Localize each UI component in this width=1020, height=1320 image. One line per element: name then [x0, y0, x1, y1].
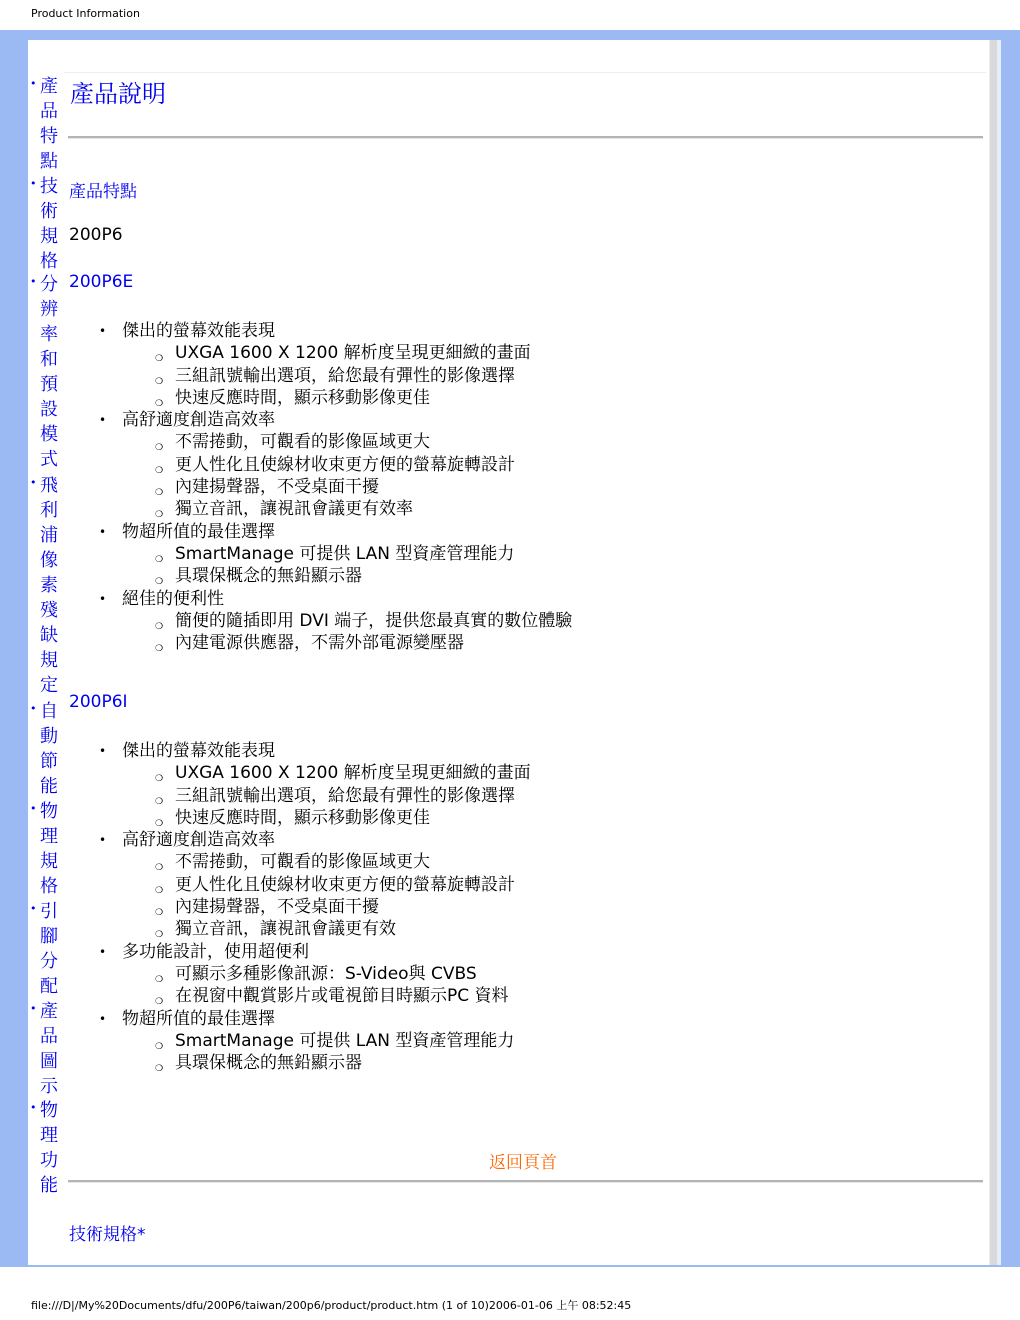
feature-group-label: 傑出的螢幕效能表現	[122, 741, 275, 761]
nav-label[interactable]: 產品特點	[40, 76, 58, 172]
feature-item: ❍ 簡便的隨插即用 DVI 端子，提供您最真實的數位體驗	[122, 610, 572, 632]
feature-group-label: 高舒適度創造高效率	[122, 410, 275, 431]
feature-group	[68, 588, 572, 655]
feature-item: ❍ 可顯示多種影像訊源：S-Video與 CVBS	[122, 963, 531, 985]
print-header: Product Information	[31, 7, 140, 20]
model-heading-200p6i: 200P6I	[69, 692, 128, 712]
feature-item: ❍ 快速反應時間，顯示移動影像更佳	[122, 807, 531, 829]
feature-item: ❍ 三組訊號輸出選項，給您最有彈性的影像選擇	[122, 365, 572, 387]
feature-item: ❍ 快速反應時間，顯示移動影像更佳	[122, 387, 572, 409]
feature-item: ❍ 獨立音訊，讓視訊會議更有效率	[122, 498, 572, 520]
feature-group-label: 物超所值的最佳選擇	[122, 1008, 275, 1029]
feature-group	[68, 521, 572, 588]
bullet-icon: •	[30, 802, 37, 815]
feature-item: ❍ SmartManage 可提供 LAN 型資產管理能力	[122, 1030, 531, 1052]
feature-item: ❍ 內建電源供應器，不需外部電源變壓器	[122, 632, 572, 654]
feature-group-label: 多功能設計，使用超便利	[122, 941, 309, 962]
feature-item: ❍ 獨立音訊，讓視訊會議更有效	[122, 918, 531, 940]
model-heading-200p6e: 200P6E	[69, 272, 134, 292]
specs-section-heading: 技術規格*	[69, 1225, 146, 1245]
bullet-icon: •	[30, 275, 37, 288]
feature-group	[68, 941, 531, 1008]
feature-group-label: 絕佳的便利性	[122, 588, 224, 609]
feature-list-200p6e	[68, 320, 572, 654]
divider	[64, 72, 986, 73]
feature-item: ❍ 內建揚聲器，不受桌面干擾	[122, 896, 531, 918]
bullet-icon: •	[30, 1002, 37, 1015]
scrollbar-thumb[interactable]	[990, 40, 997, 1265]
bullet-icon: •	[30, 902, 37, 915]
nav-label[interactable]: 物理功能	[40, 1100, 58, 1196]
back-to-top-link[interactable]: 返回頁首	[489, 1153, 557, 1173]
bullet-icon: •	[30, 476, 37, 489]
bullet-icon: •	[30, 177, 37, 190]
feature-group	[68, 740, 531, 829]
nav-label[interactable]: 技術規格	[40, 176, 58, 272]
feature-item: ❍ UXGA 1600 X 1200 解析度呈現更細緻的畫面	[122, 342, 572, 364]
nav-label[interactable]: 飛利浦像素殘缺規定	[40, 475, 58, 696]
feature-group-label: 物超所值的最佳選擇	[122, 521, 275, 542]
nav-label[interactable]: 產品圖示	[40, 1001, 58, 1097]
feature-item: ❍ 更人性化且使線材收束更方便的螢幕旋轉設計	[122, 874, 531, 896]
feature-group-label: 高舒適度創造高效率	[122, 830, 275, 851]
feature-group	[68, 320, 572, 409]
feature-item: ❍ 在視窗中觀賞影片或電視節目時顯示PC 資料	[122, 985, 531, 1007]
feature-list-200p6i	[68, 740, 531, 1074]
feature-item: ❍ 具環保概念的無鉛顯示器	[122, 565, 572, 587]
feature-item: ❍ 三組訊號輸出選項，給您最有彈性的影像選擇	[122, 785, 531, 807]
feature-group	[68, 829, 531, 940]
feature-item: ❍ 更人性化且使線材收束更方便的螢幕旋轉設計	[122, 454, 572, 476]
model-group-label: 200P6	[69, 225, 123, 245]
nav-label[interactable]: 物理規格	[40, 801, 58, 897]
feature-group-label: 傑出的螢幕效能表現	[122, 321, 275, 341]
feature-group	[68, 409, 572, 520]
nav-label[interactable]: 分辨率和預設模式	[40, 274, 58, 470]
divider	[68, 1180, 983, 1183]
bullet-icon: •	[30, 77, 37, 90]
nav-label[interactable]: 引腳分配	[40, 901, 58, 997]
divider	[68, 136, 983, 139]
feature-item: ❍ 不需捲動，可觀看的影像區域更大	[122, 431, 572, 453]
vertical-scrollbar[interactable]	[989, 40, 1001, 1265]
features-heading: 產品特點	[69, 182, 137, 202]
feature-item: ❍ 具環保概念的無鉛顯示器	[122, 1052, 531, 1074]
bullet-icon: •	[30, 702, 37, 715]
feature-item: ❍ UXGA 1600 X 1200 解析度呈現更細緻的畫面	[122, 762, 531, 784]
nav-label[interactable]: 自動節能	[40, 701, 58, 797]
feature-item: ❍ 不需捲動，可觀看的影像區域更大	[122, 851, 531, 873]
bullet-icon: •	[30, 1101, 37, 1114]
feature-item: ❍ SmartManage 可提供 LAN 型資產管理能力	[122, 543, 572, 565]
feature-group	[68, 1008, 531, 1075]
feature-item: ❍ 內建揚聲器，不受桌面干擾	[122, 476, 572, 498]
print-footer: file:///D|/My%20Documents/dfu/200P6/taiwan/200p6/product/product.htm (1 of 10)2006-01-06 上午 08:52:45	[31, 1299, 632, 1312]
page-title: 產品說明	[70, 80, 166, 108]
